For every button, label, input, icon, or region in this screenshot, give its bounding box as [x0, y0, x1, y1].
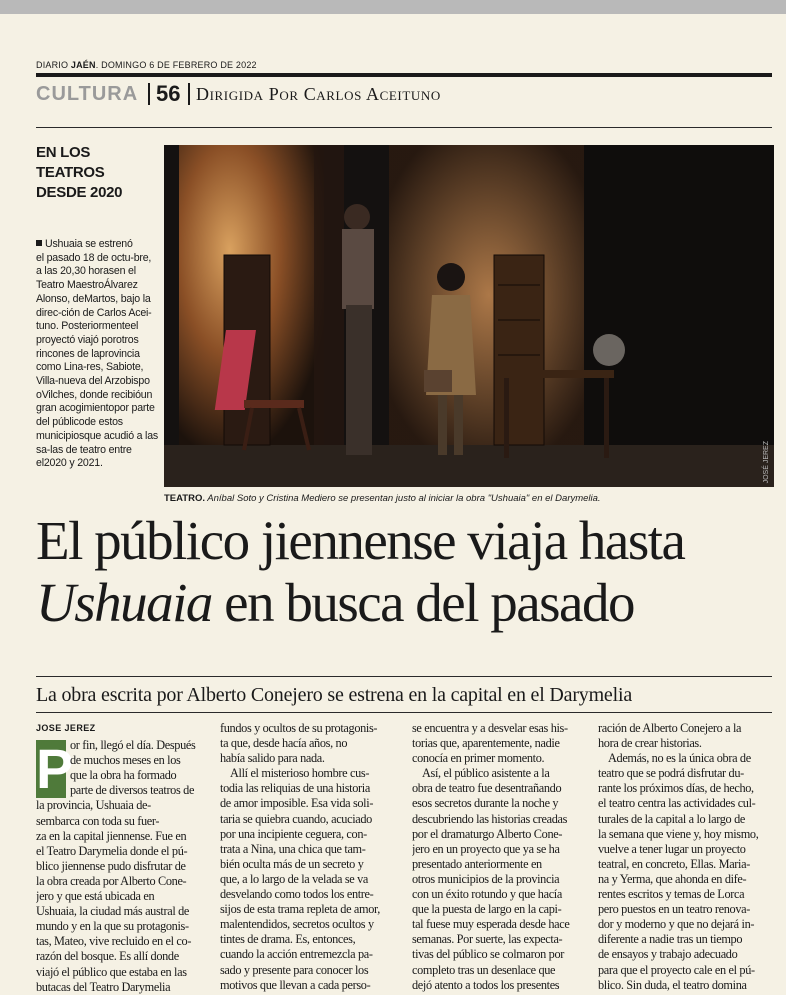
photo-credit: JOSÉ JEREZ — [763, 440, 770, 483]
article-line: hora de crear historias. — [598, 736, 702, 751]
article-line: Allí el misterioso hombre cus- — [230, 766, 370, 781]
article-line: jero en un proyecto que ya se ha — [412, 841, 560, 856]
masthead-date: DIARIO JAÉN. DOMINGO 6 DE FEBRERO DE 2022 — [36, 60, 257, 70]
article-line: había salido para nada. — [220, 751, 325, 766]
article-line: rante los próximos días, de hecho, — [598, 781, 754, 796]
article-line: ta que, desde hacía años, no — [220, 736, 348, 751]
article-column-4 — [598, 721, 774, 993]
article-column-2 — [220, 721, 396, 993]
sidebar-line: el proyectó viajó por — [36, 320, 139, 346]
article-line: por una incipiente ceguera, con- — [220, 826, 367, 841]
article-line: tas, Mateo, vive recluido en el co- — [36, 934, 192, 949]
bullet-square-icon — [36, 240, 42, 246]
article-line: razón del bosque. Es allí donde — [36, 949, 179, 964]
masthead — [36, 60, 772, 80]
sidebar-line: 2020 y 2021. — [43, 457, 103, 470]
article-line: esos secretos durante la noche y — [412, 796, 559, 811]
article-line: za en la capital jiennense. Fue en — [36, 828, 187, 843]
subheadline: La obra escrita por Alberto Conejero se estrena en la capital en el Darymelia — [36, 684, 632, 706]
article-column-3 — [412, 721, 588, 993]
masthead-rule — [36, 73, 772, 77]
article-line: turales de la capital a lo largo de — [598, 811, 745, 826]
article-line: de ensayos y trabajo adecuado — [598, 947, 738, 962]
headline-line-1: El público jiennense viaja hasta — [36, 510, 685, 571]
article-line: Además, no es la única obra de — [608, 751, 751, 766]
article-line: que, a lo largo de la velada se va — [220, 871, 369, 886]
article-column-1 — [36, 721, 212, 995]
article-line: la obra creada por Alberto Cone- — [36, 873, 187, 888]
sidebar-line: Álvarez Alonso, de — [36, 279, 138, 305]
article-line: pero puestos en un teatro renova- — [598, 902, 751, 917]
article-line: jero y que está ubicada en — [36, 889, 155, 904]
page-number: 56 — [156, 81, 181, 106]
article-line: parte de diversos teatros de — [70, 783, 195, 798]
article-line: se encuentra y a desvelar esas his- — [412, 721, 568, 735]
article-line: el teatro centra las actividades cul- — [598, 796, 756, 811]
section-name: CULTURA — [36, 83, 139, 105]
sidebar-line: nueva del Arzobispo o — [36, 375, 150, 401]
article-line: desvelando como todos los entre- — [220, 887, 374, 902]
article-line: sado y presente para conocer los — [220, 962, 369, 977]
sidebar-line: Martos, bajo la direc- — [36, 292, 151, 319]
article-line: todia las reliquias de una historia — [220, 781, 370, 796]
article-line: viajó el público que estaba en las — [36, 964, 187, 979]
article-line: completo tras un desenlace que — [412, 962, 556, 977]
article-line: dor y moderno y que no dejará in- — [598, 917, 755, 932]
sidebar-line: Vilches, donde recibió — [41, 388, 141, 401]
article-line: vuelve a tener lugar un proyecto — [598, 841, 746, 856]
article-line: la provincia, Ushuaia de- — [36, 798, 151, 813]
sidebar-line: ción de Carlos Acei- — [61, 306, 152, 319]
headline — [36, 510, 776, 634]
article-line: Ushuaia, la ciudad más austral de — [36, 904, 190, 919]
article-line: obra de teatro fue desentrañando — [412, 781, 562, 796]
sidebar-heading: EN LOS TEATROS DESDE 2020 — [36, 144, 123, 201]
headline-line-2: Ushuaia en busca del pasado — [36, 572, 634, 633]
sidebar-line: las de teatro entre el — [36, 443, 132, 470]
article-line: motivos que llevan a cada perso- — [220, 977, 371, 992]
sidebar-line: res, Sabiote, Villa- — [36, 361, 144, 388]
stage-photo-illustration — [164, 145, 774, 487]
sidebar-text — [36, 238, 158, 471]
sidebar-line: en el Teatro Maestro — [36, 265, 136, 292]
article-line: na y Yerma, que ahonda en dife- — [598, 871, 747, 886]
sidebar-line: Ushuaia se estrenó — [45, 238, 133, 250]
photo-caption: TEATRO. Aníbal Soto y Cristina Mediero se presentan justo al iniciar la obra "Ushuaia" en el Darymelia. — [164, 493, 601, 504]
article-line: por el dramaturgo Alberto Cone- — [412, 826, 563, 841]
article-line: trata a Nina, una chica que tam- — [220, 841, 366, 856]
sidebar-line: otros rincones de la — [36, 333, 139, 360]
article-line: teatro que se podrá disfrutar du- — [598, 766, 744, 781]
section-rule — [36, 127, 772, 128]
article-line: tintes de drama. Es, entonces, — [220, 932, 356, 947]
article-line: or fin, llegó el día. Después — [70, 738, 196, 753]
article-line: ración de Alberto Conejero a la — [598, 721, 742, 735]
article-line: sijos de esta trama repleta de amor, — [220, 902, 381, 917]
section-editor: Dirigida Por Carlos Aceituno — [196, 84, 441, 104]
section-header — [36, 81, 772, 109]
sidebar-line: tuno. Posteriormente — [36, 320, 131, 333]
article-line: tivas del público se colmaron por — [412, 947, 565, 962]
article-line: cuando la acción entremezcla pa- — [220, 947, 373, 962]
stage-photo — [164, 145, 774, 487]
article-line: blico jiennense pudo disfrutar de — [36, 858, 186, 873]
article-line: malentendidos, secretos ocultos y — [220, 917, 374, 932]
article-line: fundos y ocultos de su protagonis- — [220, 721, 378, 735]
sidebar-line: de estos municipios — [36, 416, 123, 442]
article-line: otros municipios de la provincia — [412, 871, 560, 886]
sidebar-line: por parte del público — [36, 402, 155, 429]
section-divider — [188, 83, 190, 105]
article-line: butacas del Teatro Darymelia — [36, 979, 171, 994]
article-line: la semana que viene y, hoy mismo, — [598, 826, 759, 841]
top-frame-bar — [0, 0, 786, 14]
article-line: conocía en primer momento. — [412, 751, 545, 766]
drop-cap: P — [36, 737, 74, 801]
article-line: el Teatro Darymelia donde el pú- — [36, 843, 188, 858]
article-line: presentado anteriormente en — [412, 856, 542, 871]
article-byline: JOSE JEREZ — [36, 723, 96, 733]
sidebar-line: que acudió a las sa- — [36, 429, 159, 456]
sidebar-line: bre, a las 20,30 horas — [36, 251, 152, 278]
article-line: blico. Sin duda, el teatro domina — [598, 977, 747, 992]
article-line: semanas. Por suerte, las expecta- — [412, 932, 563, 947]
article-line: mundo y en la que su protagonis- — [36, 919, 189, 934]
article-line: diferente a nadie tras un tiempo — [598, 932, 743, 947]
article-line: teatral, en concreto, Ellas. Maria- — [598, 856, 750, 871]
article-line: de muchos meses en los — [70, 753, 181, 768]
article-line: descubriendo las historias creadas — [412, 811, 568, 826]
article-line: tal fuese muy esperada desde hace — [412, 917, 570, 932]
subheadline-rule-top — [36, 676, 772, 677]
article-line: que la puesta de largo en la capi- — [412, 902, 562, 917]
section-divider — [148, 83, 150, 105]
article-line: torias que, aparentemente, nadie — [412, 736, 560, 751]
article-line: dejó atento a todos los presentes — [412, 977, 560, 992]
article-line: que la obra ha formado — [70, 768, 177, 783]
article-line: Así, el público asistente a la — [422, 766, 550, 781]
article-line: sembarca con toda su fuer- — [36, 813, 160, 828]
sidebar-line: un gran acogimiento — [36, 388, 153, 415]
article-line: de amor imposible. Esa vida soli- — [220, 796, 374, 811]
article-line: con un éxito rotundo y que hacía — [412, 887, 562, 902]
article-line: rentes escritos y temas de Lorca — [598, 887, 745, 902]
article-line: taria se quiebra cuando, acuciado — [220, 811, 372, 826]
column-1-lines — [36, 829, 212, 995]
article-line: para que el proyecto cale en el pú- — [598, 962, 755, 977]
subheadline-rule-bottom — [36, 712, 772, 713]
sidebar-line: el pasado 18 de octu- — [36, 251, 134, 264]
article-line: bién oculta más de un secreto y — [220, 856, 364, 871]
sidebar-line: provincia como Lina- — [36, 347, 140, 374]
